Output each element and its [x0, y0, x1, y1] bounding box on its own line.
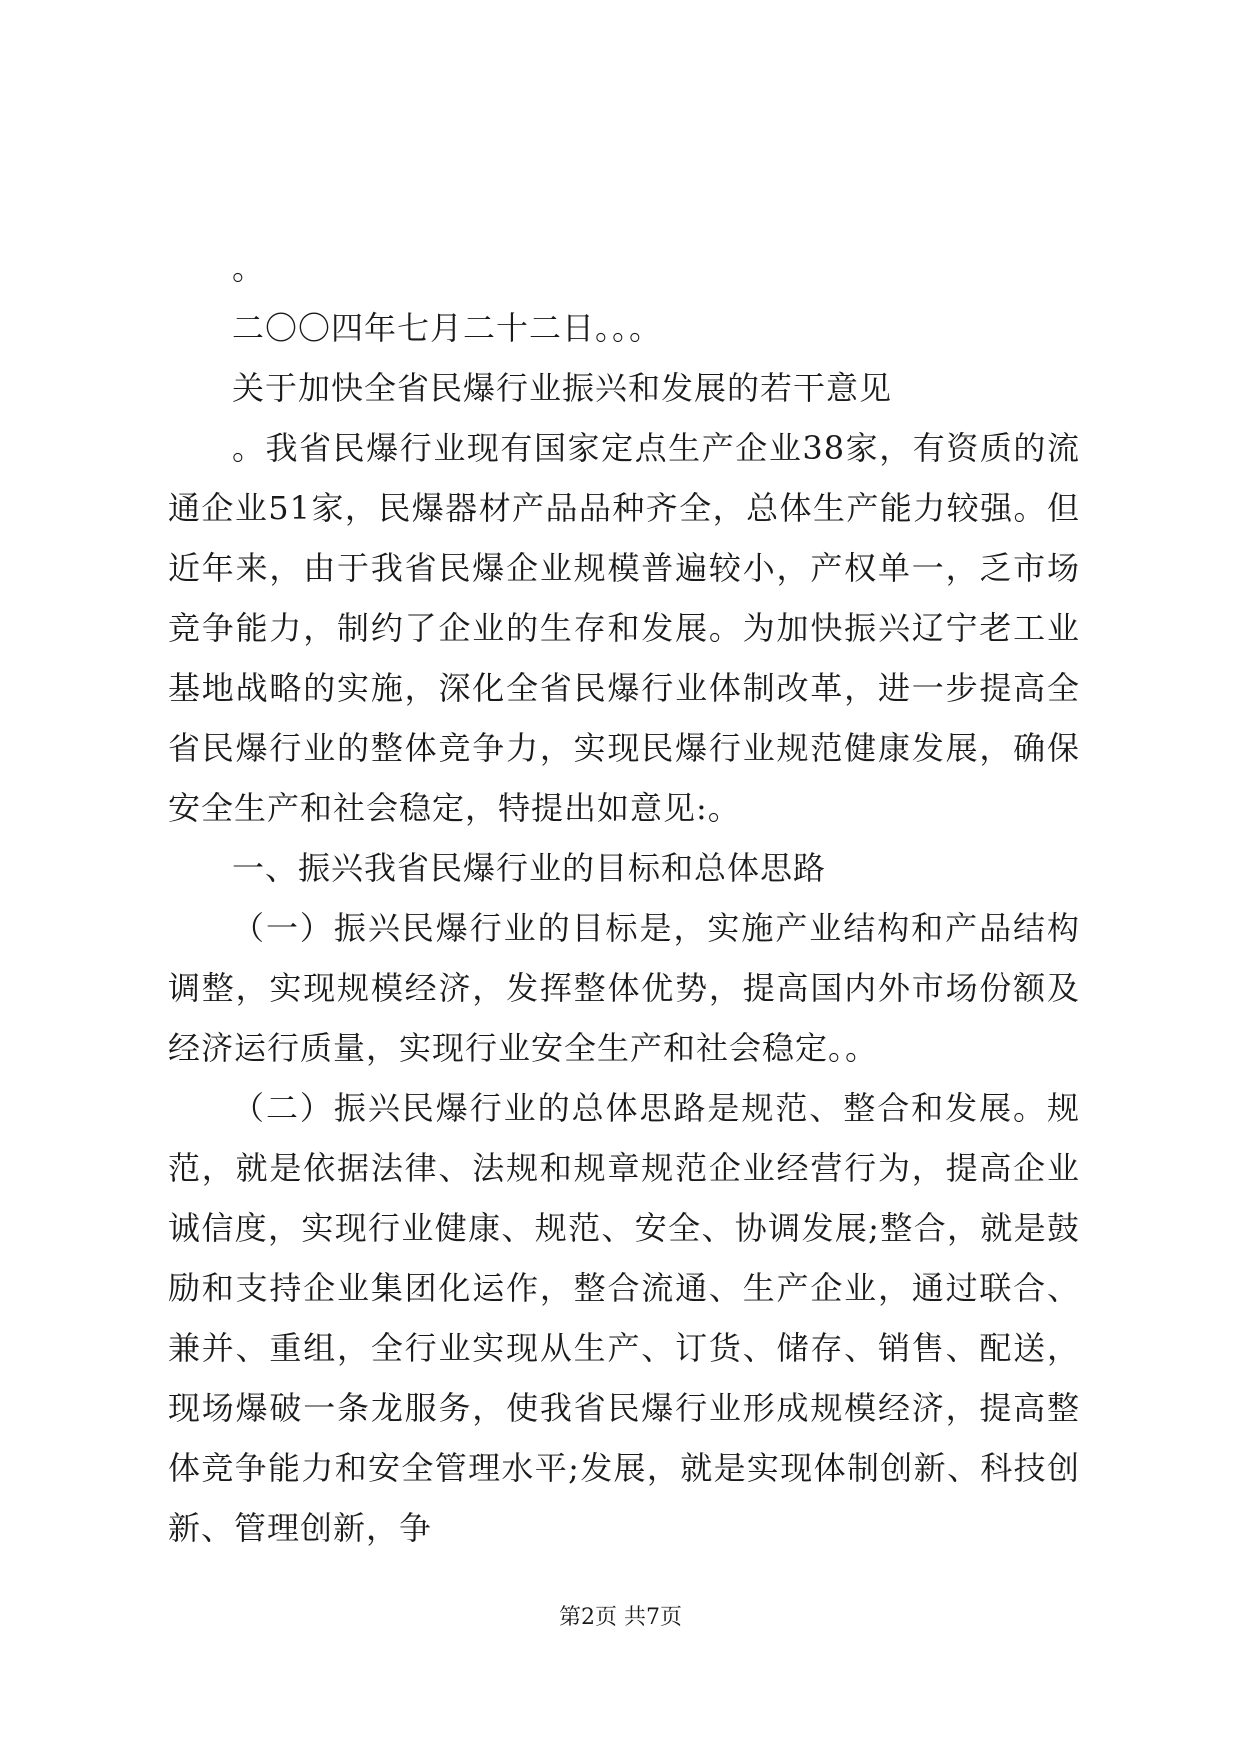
- paragraph-item-1: （一）振兴民爆行业的目标是，实施产业结构和产品结构调整，实现规模经济，发挥整体优势，提高国内外市场份额及经济运行质量，实现行业安全生产和社会稳定。。: [168, 909, 1080, 1067]
- paragraph-item-2: （二）振兴民爆行业的总体思路是规范、整合和发展。规范，就是依据法律、法规和规章规范企业经营行为，提高企业诚信度，实现行业健康、规范、安全、协调发展;整合，就是鼓励和支持企业集团化运作，整合流通、生产企业，通过联合、兼并、重组，全行业实现从生产、订货、储存、销售、配送，现场爆破一条龙服务，使我省民爆行业形成规模经济，提高整体竞争能力和安全管理水平;发展，就是实现体制创新、科技创新、管理创新，争: [168, 1089, 1080, 1547]
- paragraph-period: 。: [232, 249, 266, 287]
- page-number-footer: 第2页 共7页: [559, 1605, 682, 1630]
- document-body: [168, 238, 1080, 1558]
- paragraph-intro: 。我省民爆行业现有国家定点生产企业38家，有资质的流通企业51家，民爆器材产品品种齐全，总体生产能力较强。但近年来，由于我省民爆企业规模普遍较小，产权单一，乏市场竞争能力，制约了企业的生存和发展。为加快振兴辽宁老工业基地战略的实施，深化全省民爆行业体制改革，进一步提高全省民爆行业的整体竞争力，实现民爆行业规范健康发展，确保安全生产和社会稳定，特提出如意见:。: [168, 429, 1080, 827]
- paragraph-date: 二〇〇四年七月二十二日。。。: [232, 309, 663, 347]
- document-title: 关于加快全省民爆行业振兴和发展的若干意见: [232, 369, 893, 407]
- section-heading-1: 一、振兴我省民爆行业的目标和总体思路: [232, 849, 827, 887]
